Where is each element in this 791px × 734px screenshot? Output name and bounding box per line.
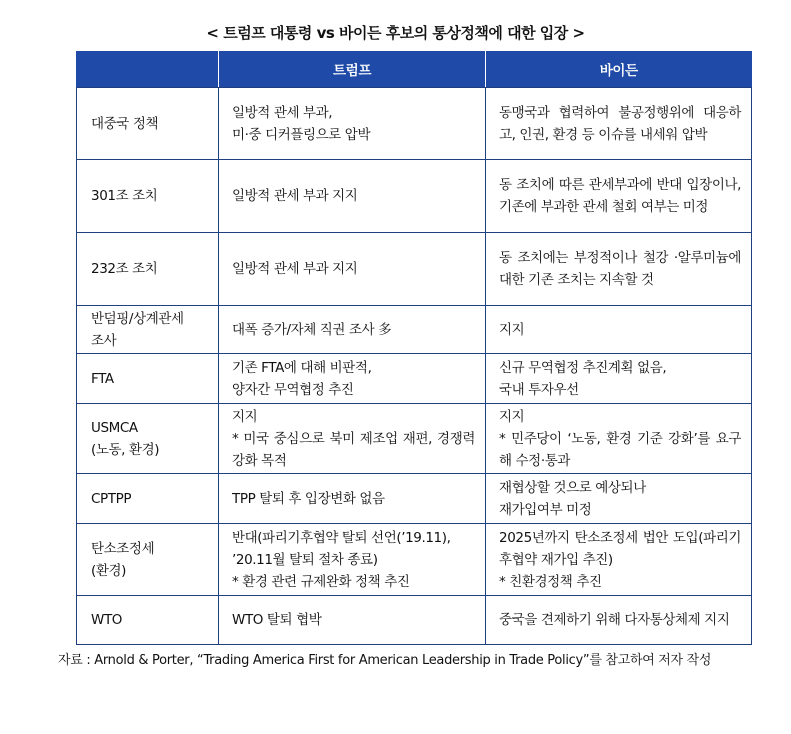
row-category: 232조 조치: [77, 233, 219, 306]
row-trump: 일방적 관세 부과, 미·중 디커플링으로 압박: [219, 88, 486, 160]
header-trump: 트럼프: [219, 51, 486, 88]
row-trump: 대폭 증가/자체 직권 조사 多: [219, 306, 486, 354]
header-biden: 바이든: [486, 51, 752, 88]
row-category: USMCA (노동, 환경): [77, 404, 219, 474]
table-row: [77, 404, 752, 474]
row-biden: 동 조치에 따른 관세부과에 반대 입장이나, 기존에 부과한 관세 철회 여부는 미정: [486, 160, 752, 233]
row-biden: 지지: [486, 306, 752, 354]
table-row: [77, 160, 752, 233]
row-trump: 일방적 관세 부과 지지: [219, 160, 486, 233]
row-trump: 일방적 관세 부과 지지: [219, 233, 486, 306]
row-trump: 기존 FTA에 대해 비판적, 양자간 무역협정 추진: [219, 354, 486, 404]
row-biden: 2025년까지 탄소조정세 법안 도입(파리기후협약 재가입 추진) * 친환경정책 추진: [486, 524, 752, 596]
row-category: 대중국 정책: [77, 88, 219, 160]
row-biden: 신규 무역협정 추진계획 없음, 국내 투자우선: [486, 354, 752, 404]
row-category: FTA: [77, 354, 219, 404]
row-biden: 동 조치에는 부정적이나 철강 ·알루미늄에 대한 기존 조치는 지속할 것: [486, 233, 752, 306]
table-row: [77, 354, 752, 404]
table-row: [77, 88, 752, 160]
table-header-row: [77, 51, 752, 88]
policy-comparison-table: [76, 51, 752, 645]
row-biden: 지지 * 민주당이 ‘노동, 환경 기준 강화’를 요구해 수정·통과: [486, 404, 752, 474]
table-row: [77, 233, 752, 306]
row-category: 탄소조정세 (환경): [77, 524, 219, 596]
row-category: 반덤핑/상계관세 조사: [77, 306, 219, 354]
row-trump: 반대(파리기후협약 탈퇴 선언(’19.11), ’20.11월 탈퇴 절차 종료) * 환경 관련 규제완화 정책 추진: [219, 524, 486, 596]
row-trump: WTO 탈퇴 협박: [219, 596, 486, 645]
row-trump: 지지 * 미국 중심으로 북미 제조업 재편, 경쟁력 강화 목적: [219, 404, 486, 474]
row-category: CPTPP: [77, 474, 219, 524]
row-category: WTO: [77, 596, 219, 645]
page-title: < 트럼프 대통령 vs 바이든 후보의 통상정책에 대한 입장 >: [206, 24, 585, 42]
source-note: 자료 : Arnold & Porter, “Trading America First for American Leadership in Trade Policy”를 참고하여 저자 작성: [58, 653, 712, 668]
row-biden: 동맹국과 협력하여 불공정행위에 대응하고, 인권, 환경 등 이슈를 내세워 압박: [486, 88, 752, 160]
row-trump: TPP 탈퇴 후 입장변화 없음: [219, 474, 486, 524]
table-row: [77, 596, 752, 645]
row-biden: 중국을 견제하기 위해 다자통상체제 지지: [486, 596, 752, 645]
table-row: [77, 524, 752, 596]
table-row: [77, 474, 752, 524]
row-category: 301조 조치: [77, 160, 219, 233]
table-row: [77, 306, 752, 354]
header-category: [77, 51, 219, 88]
row-biden: 재협상할 것으로 예상되나 재가입여부 미정: [486, 474, 752, 524]
